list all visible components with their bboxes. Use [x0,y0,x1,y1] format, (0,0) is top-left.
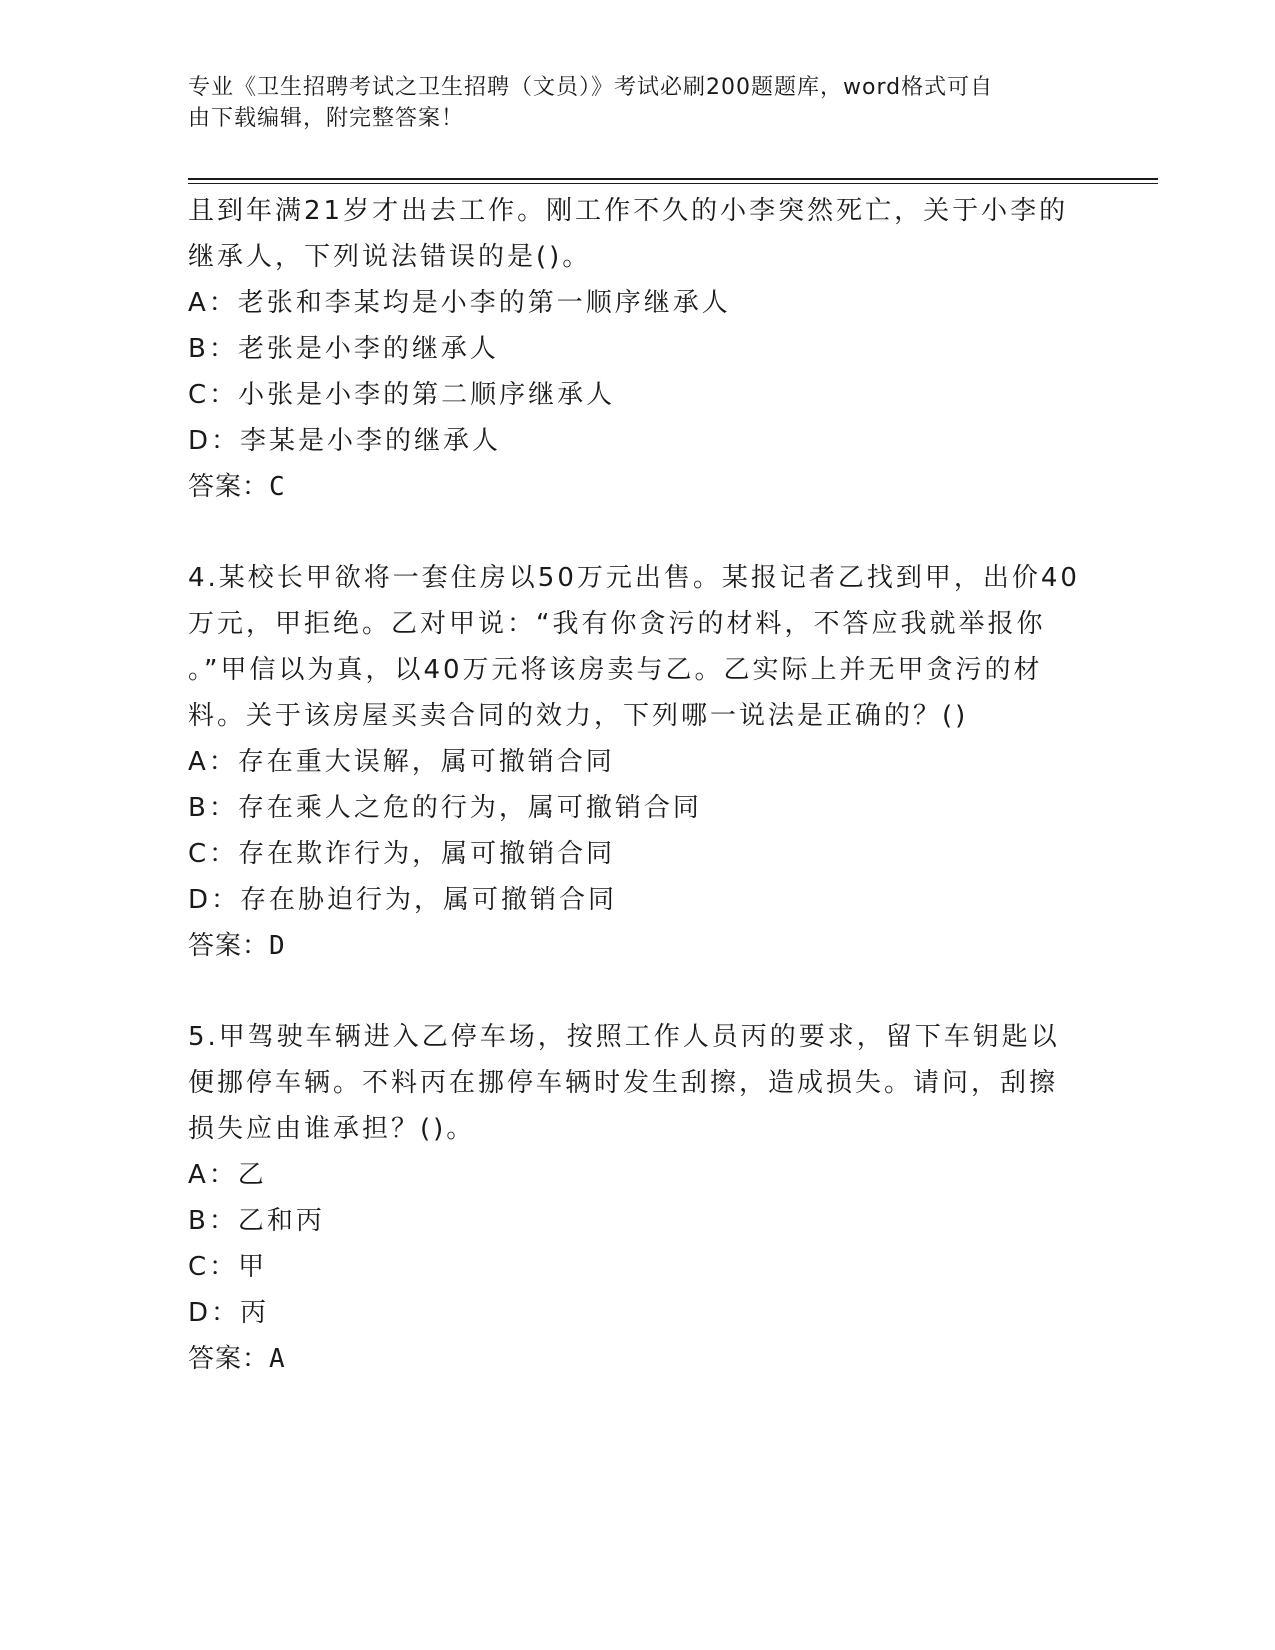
option-a: A：乙 [188,1160,267,1190]
option-d: D：李某是小李的继承人 [188,426,502,456]
answer-label: 答案： [188,931,270,961]
option-d: D：丙 [188,1298,270,1328]
question-stem-line: 料。关于该房屋买卖合同的效力，下列哪一说法是正确的？() [188,701,969,731]
document-body [188,188,1088,1382]
option-b: B：老张是小李的继承人 [188,334,499,364]
option-d: D：存在胁迫行为，属可撤销合同 [188,885,618,915]
option-a: A：老张和李某均是小李的第一顺序继承人 [188,288,731,318]
answer-value: A [269,1344,286,1374]
document-header [188,72,1068,134]
question-stem-line: 损失应由谁承担？()。 [188,1114,476,1144]
question-3 [188,188,1088,510]
question-stem-line: 且到年满21岁才出去工作。刚工作不久的小李突然死亡，关于小李的 [188,196,1069,226]
option-c: C：甲 [188,1252,268,1282]
question-4 [188,555,1088,969]
header-divider-thin [188,183,1158,184]
option-a: A：存在重大误解，属可撤销合同 [188,747,615,777]
option-b: B：存在乘人之危的行为，属可撤销合同 [188,793,702,823]
answer-value: C [269,472,286,502]
question-stem-line: 5.甲驾驶车辆进入乙停车场，按照工作人员丙的要求，留下车钥匙以 [188,1022,1060,1052]
answer-line [188,1336,1088,1382]
question-stem-line: 便挪停车辆。不料丙在挪停车辆时发生刮擦，造成损失。请问，刮擦 [188,1068,1059,1098]
answer-line [188,923,1088,969]
answer-label: 答案： [188,472,270,502]
question-5 [188,1014,1088,1382]
option-c: C：小张是小李的第二顺序继承人 [188,380,616,410]
header-divider-thick [188,178,1158,180]
answer-value: D [269,931,286,961]
option-c: C：存在欺诈行为，属可撤销合同 [188,839,616,869]
question-stem-line: 继承人，下列说法错误的是()。 [188,242,592,272]
header-line-1: 专业《卫生招聘考试之卫生招聘（文员）》考试必刷200题题库，word格式可自 [188,75,994,100]
header-line-2: 由下载编辑，附完整答案！ [188,106,465,131]
question-stem-line: 万元，甲拒绝。乙对甲说：“我有你贪污的材料，不答应我就举报你 [188,609,1046,639]
question-stem-line: 4.某校长甲欲将一套住房以50万元出售。某报记者乙找到甲，出价40 [188,563,1080,593]
option-b: B：乙和丙 [188,1206,325,1236]
answer-label: 答案： [188,1344,270,1374]
question-stem-line: 。”甲信以为真，以40万元将该房卖与乙。乙实际上并无甲贪污的材 [188,655,1043,685]
answer-line [188,464,1088,510]
